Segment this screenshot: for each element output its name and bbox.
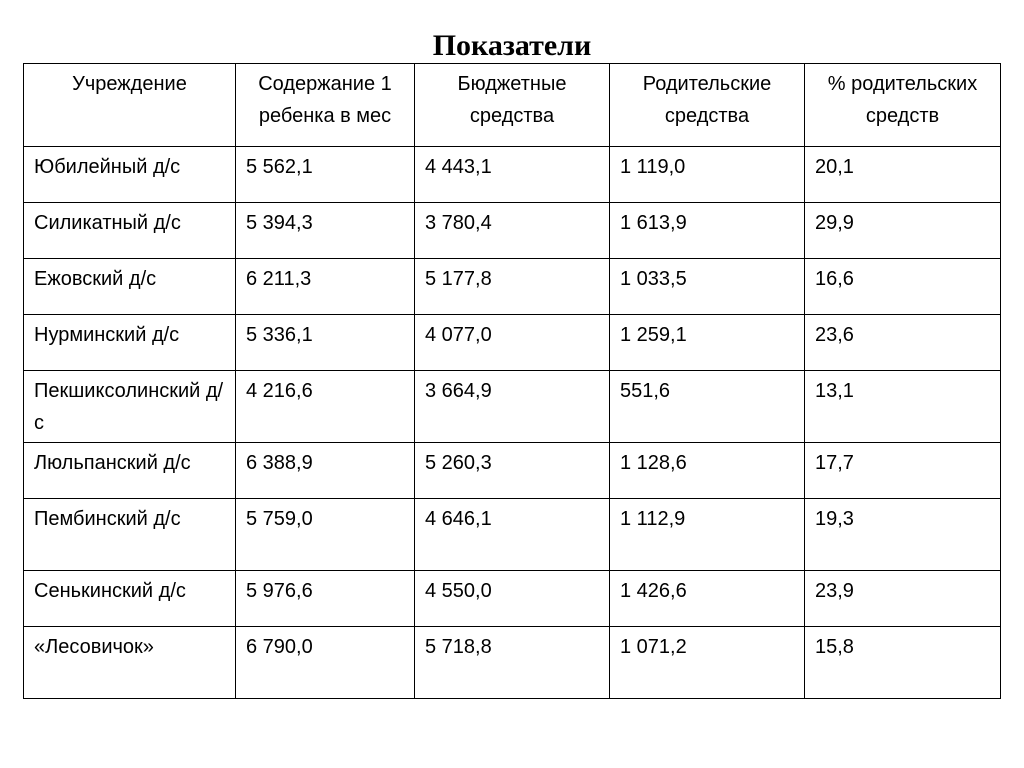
cell-institution: Нурминский д/с — [24, 315, 236, 371]
cell-institution: «Лесовичок» — [24, 627, 236, 699]
table-row — [24, 147, 1001, 203]
cell-cost-per-child: 5 336,1 — [236, 315, 415, 371]
table-row — [24, 203, 1001, 259]
cell-budget-funds: 5 177,8 — [415, 259, 610, 315]
table-row — [24, 315, 1001, 371]
cell-parent-funds-percent: 29,9 — [805, 203, 1001, 259]
cell-budget-funds: 4 550,0 — [415, 571, 610, 627]
cell-parent-funds-percent: 20,1 — [805, 147, 1001, 203]
cell-parent-funds: 1 033,5 — [610, 259, 805, 315]
cell-parent-funds: 1 071,2 — [610, 627, 805, 699]
cell-parent-funds: 1 119,0 — [610, 147, 805, 203]
header-cost-per-child: Содержание 1 ребенка в мес — [236, 64, 415, 147]
cell-parent-funds-percent: 19,3 — [805, 499, 1001, 571]
cell-cost-per-child: 5 759,0 — [236, 499, 415, 571]
header-parent-funds-percent: % родительских средств — [805, 64, 1001, 147]
cell-parent-funds-percent: 13,1 — [805, 371, 1001, 443]
table-row — [24, 627, 1001, 699]
cell-cost-per-child: 5 976,6 — [236, 571, 415, 627]
cell-institution: Силикатный д/с — [24, 203, 236, 259]
cell-budget-funds: 5 718,8 — [415, 627, 610, 699]
cell-parent-funds: 1 426,6 — [610, 571, 805, 627]
cell-parent-funds: 1 613,9 — [610, 203, 805, 259]
cell-institution: Люльпанский д/с — [24, 443, 236, 499]
cell-parent-funds-percent: 23,6 — [805, 315, 1001, 371]
cell-cost-per-child: 5 394,3 — [236, 203, 415, 259]
cell-cost-per-child: 6 790,0 — [236, 627, 415, 699]
cell-institution: Ежовский д/с — [24, 259, 236, 315]
header-institution: Учреждение — [24, 64, 236, 147]
cell-institution: Юбилейный д/с — [24, 147, 236, 203]
cell-parent-funds-percent: 16,6 — [805, 259, 1001, 315]
cell-budget-funds: 4 077,0 — [415, 315, 610, 371]
cell-parent-funds: 551,6 — [610, 371, 805, 443]
cell-budget-funds: 3 780,4 — [415, 203, 610, 259]
table-row — [24, 371, 1001, 443]
table-row — [24, 571, 1001, 627]
cell-cost-per-child: 4 216,6 — [236, 371, 415, 443]
table-header-row — [24, 64, 1001, 147]
cell-parent-funds-percent: 23,9 — [805, 571, 1001, 627]
page-title: Показатели — [432, 29, 592, 62]
cell-institution: Пембинский д/с — [24, 499, 236, 571]
cell-parent-funds-percent: 17,7 — [805, 443, 1001, 499]
header-parent-funds: Родительские средства — [610, 64, 805, 147]
table-row — [24, 499, 1001, 571]
cell-budget-funds: 4 443,1 — [415, 147, 610, 203]
cell-parent-funds-percent: 15,8 — [805, 627, 1001, 699]
cell-institution: Сенькинский д/с — [24, 571, 236, 627]
cell-budget-funds: 4 646,1 — [415, 499, 610, 571]
indicators-table — [23, 63, 1001, 699]
table-row — [24, 443, 1001, 499]
cell-parent-funds: 1 128,6 — [610, 443, 805, 499]
cell-budget-funds: 3 664,9 — [415, 371, 610, 443]
cell-budget-funds: 5 260,3 — [415, 443, 610, 499]
table-row — [24, 259, 1001, 315]
cell-cost-per-child: 5 562,1 — [236, 147, 415, 203]
cell-institution: Пекшиксолинский д/с — [24, 371, 236, 443]
cell-cost-per-child: 6 388,9 — [236, 443, 415, 499]
cell-cost-per-child: 6 211,3 — [236, 259, 415, 315]
cell-parent-funds: 1 259,1 — [610, 315, 805, 371]
cell-parent-funds: 1 112,9 — [610, 499, 805, 571]
header-budget-funds: Бюджетные средства — [415, 64, 610, 147]
